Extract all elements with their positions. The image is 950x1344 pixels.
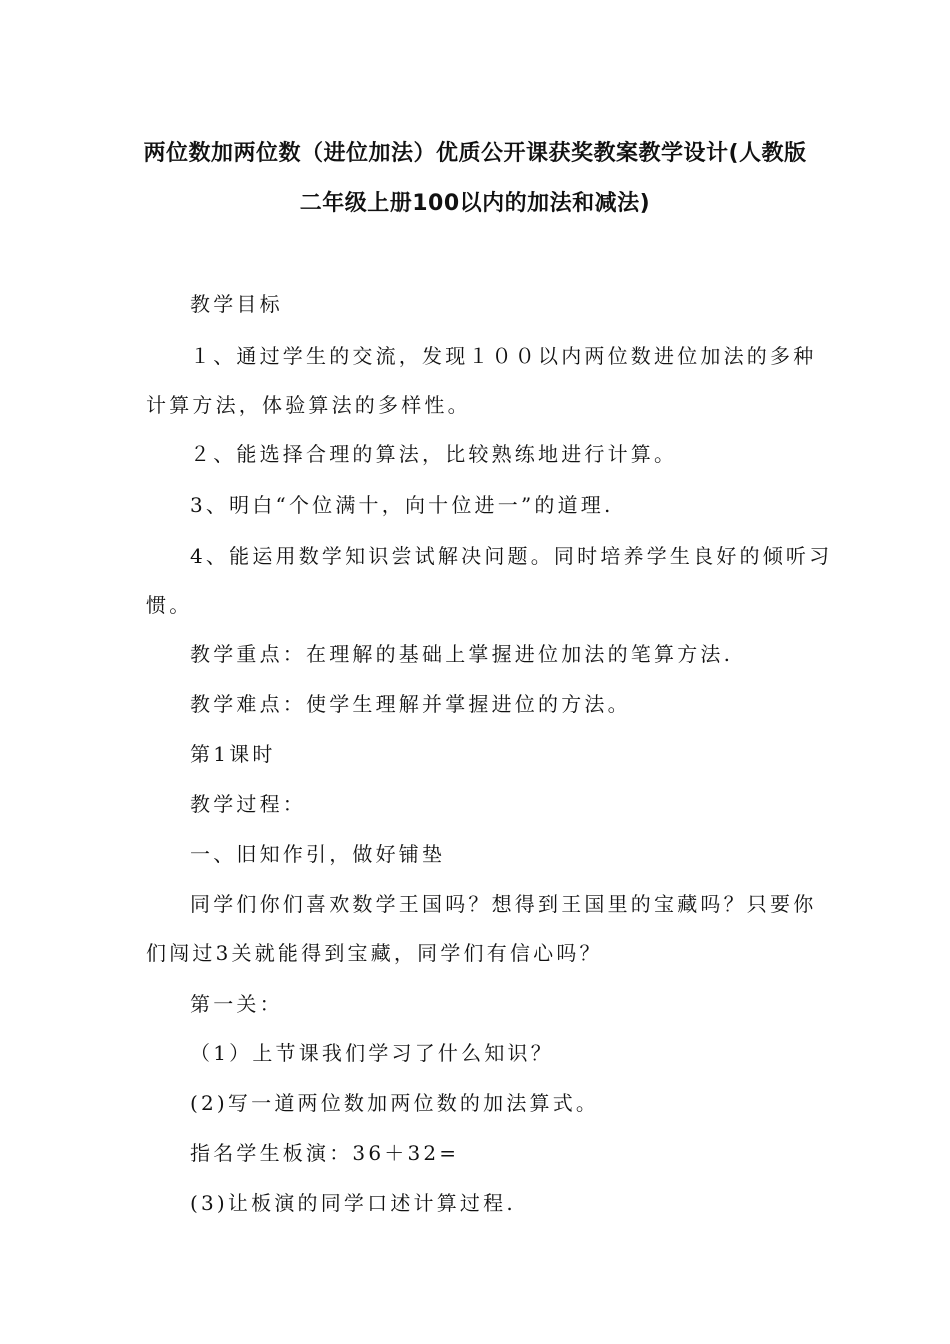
goal-1-line-1: １、通过学生的交流，发现１００以内两位数进位加法的多种	[190, 344, 817, 368]
document-title-line-1: 两位数加两位数（进位加法）优质公开课获奖教案教学设计(人教版	[143, 141, 807, 166]
intro-line-1: 同学们你们喜欢数学王国吗？想得到王国里的宝藏吗？只要你	[190, 892, 817, 916]
intro-line-2: 们闯过3关就能得到宝藏，同学们有信心吗？	[146, 941, 603, 965]
goal-4-line-2: 惯。	[146, 593, 193, 617]
document-title-line-2: 二年级上册100以内的加法和减法)	[299, 191, 651, 216]
teaching-difficulty: 教学难点：使学生理解并掌握进位的方法。	[190, 692, 631, 716]
goal-4-line-1: 4、能运用数学知识尝试解决问题。同时培养学生良好的倾听习	[190, 544, 833, 568]
goal-3: 3、明白“个位满十，向十位进一”的道理.	[190, 493, 614, 517]
section-heading-teaching-process: 教学过程：	[190, 792, 306, 816]
teaching-key-point: 教学重点：在理解的基础上掌握进位加法的笔算方法.	[190, 642, 734, 666]
goal-2: ２、能选择合理的算法，比较熟练地进行计算。	[190, 442, 678, 466]
question-3: (3)让板演的同学口述计算过程.	[190, 1191, 516, 1215]
question-2: (2)写一道两位数加两位数的加法算式。	[190, 1091, 600, 1115]
step-1-heading: 一、旧知作引，做好铺垫	[190, 842, 446, 866]
question-1: （1）上节课我们学习了什么知识？	[190, 1041, 554, 1065]
lesson-number: 第1课时	[190, 742, 276, 766]
board-example: 指名学生板演：36＋32=	[190, 1141, 460, 1165]
goal-1-line-2: 计算方法，体验算法的多样性。	[146, 393, 471, 417]
section-heading-teaching-goals: 教学目标	[190, 292, 283, 316]
level-1-heading: 第一关：	[190, 992, 283, 1016]
